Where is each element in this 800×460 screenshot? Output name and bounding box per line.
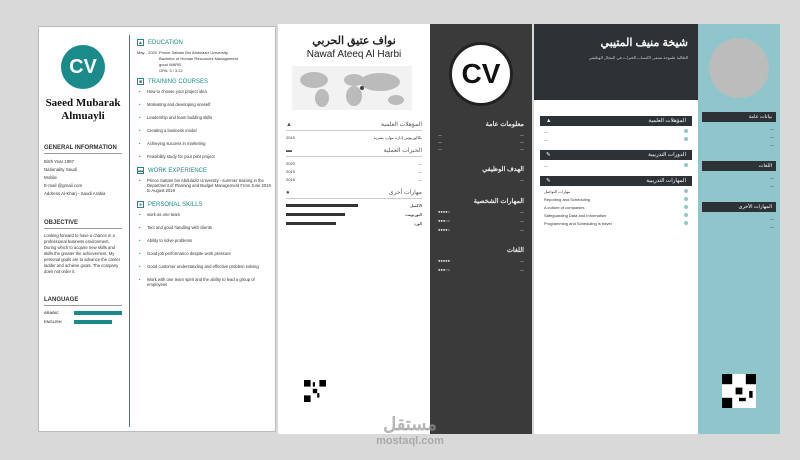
experience-text: — [418, 177, 422, 182]
name-line-2: Almuayli [61, 110, 105, 122]
skill-item: • Good customer understanding and effective problem solving [137, 264, 271, 269]
lang-english [44, 319, 122, 324]
training-item: • Achieving success in marketing [137, 141, 271, 146]
experience-heading [286, 147, 422, 157]
qualifications-heading [286, 121, 422, 131]
info-email: E-mail @gmail.com [44, 183, 83, 188]
skill-bar [286, 222, 336, 225]
education-entry [137, 50, 271, 74]
edu-line: Bachelor of Human Resources Management [159, 56, 238, 61]
course-item-text: Programming and Scheduling is travel [544, 221, 612, 226]
skill-item: • Work with one team spirit and the ability to lead a group of employees [137, 277, 271, 287]
language-line: — [770, 175, 774, 180]
edu-line: good WARB [159, 62, 181, 67]
experience-year: 2018 [286, 177, 295, 182]
training-item: • How to choose your project idea [137, 89, 271, 94]
info-row: — — [438, 139, 524, 144]
cv-nawaf [278, 24, 430, 434]
education-title: EDUCATION [148, 39, 183, 46]
course-item [544, 213, 688, 218]
name-english: Nawaf Ateeq Al Harbi [306, 49, 402, 60]
skill-row: ●●●●○ — [438, 209, 524, 214]
skill-item: • Tact and good handling with clients [137, 225, 271, 230]
watermark-arabic: مستقل [383, 414, 437, 434]
briefcase-icon: ▬ [138, 167, 143, 174]
skill-item: • work as one team [137, 212, 271, 217]
work-heading [137, 167, 271, 174]
training-item: • Feasibility study for your pilot project [137, 154, 271, 159]
course-line: — [544, 163, 688, 168]
skill-name: البوربوينت [405, 212, 422, 217]
cv4-main [540, 108, 692, 229]
education-heading [137, 39, 271, 46]
qualifications-title: المؤهلات العلمية [648, 118, 686, 124]
course-item-text: Safeguarding Data and Information [544, 213, 607, 218]
skill-bar [286, 213, 345, 216]
training-item: • Motivating and developing oneself [137, 102, 271, 107]
experience-year: 2020 [286, 161, 295, 166]
avatar [709, 38, 769, 98]
qualification-line: — [544, 129, 688, 134]
skills-title: PERSONAL SKILLS [148, 201, 203, 208]
info-line: — [770, 142, 774, 147]
cv4-header [534, 24, 698, 100]
course-item [544, 205, 688, 210]
qr-code-image [304, 380, 326, 402]
info-nationality: Nationality Saudi [44, 167, 77, 172]
person-name: شيخة منيف المتيبي [600, 37, 688, 49]
skill-line: — [770, 224, 774, 229]
lang-arabic-bar [74, 311, 122, 315]
training-heading [137, 78, 271, 85]
career-objective-text: — [520, 177, 524, 182]
languages-title: اللغات [702, 161, 776, 171]
skills-heading [137, 201, 271, 208]
info-birth: Birth Year 1997 [44, 159, 75, 164]
career-objective-title: الهدف الوظيفي [482, 166, 524, 173]
name-arabic: نواف عتيق الحربي [312, 35, 396, 47]
name-line-1: Saeed Mubarak [45, 97, 121, 109]
world-map-image [292, 66, 412, 110]
personal-info-title: بيانات عامة [702, 112, 776, 122]
watermark-english: mostaql.com [376, 435, 444, 447]
training-skills-title: المهارات التدريبية [646, 178, 686, 184]
cv-dark [430, 24, 532, 434]
course-item [544, 189, 688, 194]
general-info-title: معلومات عامة [485, 121, 524, 128]
lightbulb-icon: ● [286, 189, 290, 196]
qualification-text: بكالوريوس إدارة موارد بشرية [373, 135, 422, 140]
pencil-icon: ✎ [546, 152, 551, 158]
work-title: WORK EXPERIENCE [148, 167, 208, 174]
course-item-text: A culture of companies [544, 205, 585, 210]
cv1-divider [129, 35, 130, 427]
info-row: — — [438, 132, 524, 137]
language-line: — [770, 183, 774, 188]
cap-icon: ▲ [286, 121, 292, 128]
skill-line: — [770, 216, 774, 221]
pencil-icon: ✎ [546, 178, 551, 184]
lang-arabic [44, 310, 122, 315]
language-row: ●●●○○ — [438, 267, 524, 272]
general-info-title: GENERAL INFORMATION [44, 145, 122, 154]
training-skills-heading [540, 176, 692, 186]
cv-logo: CV [61, 45, 105, 89]
cap-icon: ▲ [546, 118, 552, 124]
experience-row [286, 177, 422, 183]
courses-heading [540, 150, 692, 160]
language-title: LANGUAGE [44, 297, 122, 306]
objective-title: OBJECTIVE [44, 220, 122, 229]
experience-year: 2019 [286, 169, 295, 174]
training-item: • Leadership and team building skills [137, 115, 271, 120]
cv-saeed [38, 26, 276, 432]
other-skills-title: المهارات الأخرى [702, 202, 776, 212]
lang-english-bar [74, 320, 112, 324]
watermark [350, 414, 470, 447]
experience-text: — [418, 169, 422, 174]
briefcase-icon: ▬ [286, 147, 292, 154]
course-item-text: مهارات التواصل [544, 189, 571, 194]
skill-row [286, 212, 422, 217]
languages-title: اللغات [506, 247, 524, 254]
course-item [544, 221, 688, 226]
cv4-sidebar [698, 24, 780, 434]
experience-row [286, 169, 422, 175]
cv1-left-column [39, 27, 127, 431]
skill-bar [286, 204, 358, 207]
cv1-right-column [133, 27, 275, 431]
objective-text: Looking forward to have a chance in a professional business environment. During which to acquire new skills and skills.the greater the achievement. My personal goals are to advance the career ladder and achieve goals. The company does not order it. [44, 233, 121, 274]
qualifications-title: المؤهلات العلمية [381, 122, 422, 128]
skill-row [286, 221, 422, 226]
edu-line: Prince Sattam Bin Abdulaziz University [159, 50, 228, 55]
qualifications-heading [540, 116, 692, 126]
edu-details [159, 50, 238, 74]
info-row: — — [438, 146, 524, 151]
lang-arabic-label: ARABIC [44, 310, 59, 315]
courses-title: الدورات التدريبية [648, 152, 686, 158]
info-line: — [770, 134, 774, 139]
qr-code-image [722, 374, 756, 408]
other-skills-title: مهارات أخرى [388, 190, 422, 196]
summary-text: الطالبة طموحة تسعى لاكتساب الخبرات في المجال الوظيفي [588, 55, 688, 60]
book-icon: ■ [138, 78, 143, 85]
qualification-line: — [544, 137, 688, 142]
skill-row: ●●●●○ — [438, 227, 524, 232]
edu-line: GPA: 3 / 3.22 [159, 68, 183, 73]
cv-sheikha [534, 24, 780, 434]
info-line: — [770, 126, 774, 131]
skill-name: الاكسل [410, 203, 422, 208]
skill-item: • Ability to solve problems [137, 238, 271, 243]
training-title: TRAINING COURSES [148, 78, 209, 85]
cv-logo: CV [449, 42, 513, 106]
qualification-row [286, 135, 422, 141]
training-item: • Creating a business model [137, 128, 271, 133]
info-address: Address Al-Kharj - Saudi Arabia [44, 191, 106, 196]
other-skills-heading [286, 189, 422, 199]
graduation-icon: ▲ [138, 39, 143, 46]
edu-date: May - 2020 [137, 50, 158, 55]
skill-row [286, 203, 422, 208]
info-mobile: Mobile [44, 175, 57, 180]
general-info [44, 158, 122, 198]
experience-title: الخبرات العملية [383, 148, 422, 154]
lang-english-label: ENGLISH [44, 319, 62, 324]
person-name [44, 97, 122, 123]
experience-row [286, 161, 422, 167]
skill-name: الورد [413, 221, 422, 226]
skill-item: • Good job performance despite work pressure [137, 251, 271, 256]
course-item-text: Reporting and Scheduling [544, 197, 591, 202]
skill-row: ●●●○○ — [438, 218, 524, 223]
person-icon: ● [138, 201, 143, 208]
experience-text: — [418, 161, 422, 166]
personal-skills-title: المهارات الشخصية [473, 198, 524, 205]
course-item [544, 197, 688, 202]
qualification-year: 2019 [286, 135, 295, 140]
work-item: • Prince Sattam bin Abdulaziz University - summer training in the Department of Planning and Budget Management From June 2019 to August 2019 [137, 178, 271, 193]
language-row: ●●●●● — [438, 258, 524, 263]
